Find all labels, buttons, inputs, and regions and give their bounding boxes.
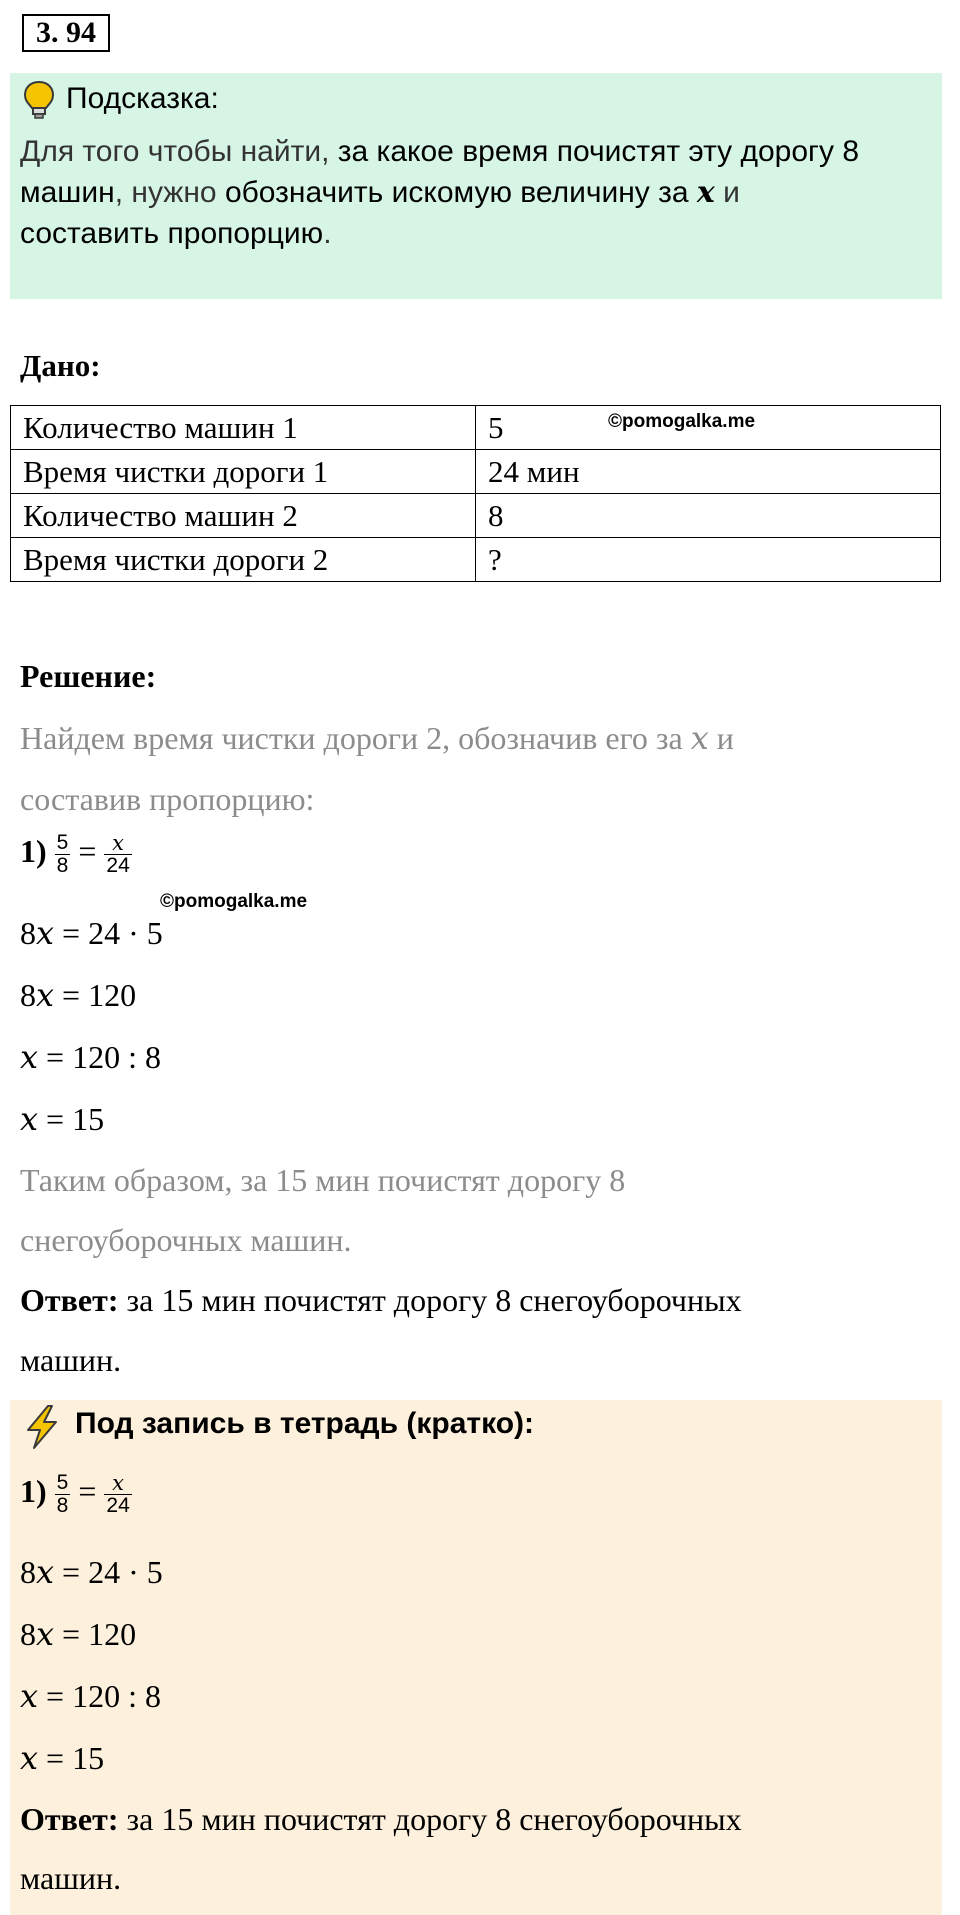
numerator: x (104, 1472, 131, 1495)
eq-text: = 15 (38, 1101, 105, 1137)
answer-line-2: машин. (20, 1342, 122, 1378)
solution-intro-2: составив пропорцию: (20, 781, 315, 817)
eq-text: 8 (20, 915, 36, 951)
variable-x: x (20, 1739, 39, 1777)
denominator: 8 (56, 854, 69, 878)
equals-sign: = (78, 1472, 97, 1509)
step-label: 1) (20, 1472, 47, 1509)
lightbulb-icon (22, 80, 56, 120)
hint-title: Подсказка: (66, 82, 219, 115)
variable-x: x (36, 1553, 55, 1591)
fraction-left (55, 832, 71, 877)
table-cell-value: 24 мин (476, 450, 941, 494)
numerator: 5 (56, 831, 69, 854)
variable-x: x (696, 175, 715, 210)
given-table (10, 405, 941, 582)
table-row (11, 494, 941, 538)
numerator: 5 (56, 1471, 69, 1494)
eq-text: = 120 (54, 1616, 137, 1652)
hint-emphasis: обозначить искомую величину за (224, 176, 697, 209)
notebook-title: Под запись в тетрадь (кратко): (75, 1407, 535, 1440)
variable-x: x (20, 1038, 39, 1076)
eq-text: 8 (20, 977, 36, 1013)
equation-3 (20, 1038, 161, 1076)
eq-text: = 15 (38, 1740, 105, 1776)
table-cell-value: 8 (476, 494, 941, 538)
eq-text: = 24 · 5 (54, 1554, 163, 1590)
table-cell-value: ? (476, 538, 941, 582)
equation-1 (20, 914, 163, 952)
fraction-left (55, 1472, 71, 1517)
answer-label: Ответ: (20, 1282, 119, 1318)
intro-text: и (708, 720, 734, 756)
variable-x: x (20, 1100, 39, 1138)
table-cell-label: Время чистки дороги 1 (11, 450, 476, 494)
answer-text: за 15 мин почистят дорогу 8 снегоуборочных (118, 1282, 742, 1318)
denominator: 24 (106, 1494, 130, 1518)
watermark: ©pomogalka.me (608, 411, 756, 432)
eq-text: = 120 : 8 (38, 1039, 161, 1075)
equation-1 (20, 1553, 163, 1591)
task-number: 3. 94 (22, 14, 110, 52)
variable-x: x (36, 914, 55, 952)
eq-text: 8 (20, 1616, 36, 1652)
table-row (11, 450, 941, 494)
hint-emphasis: машин (20, 176, 115, 209)
table-row (11, 538, 941, 582)
hint-text: Для того чтобы найти, (20, 135, 338, 168)
table-cell-label: Время чистки дороги 2 (11, 538, 476, 582)
intro-text: Найдем время чистки дороги 2, обозначив его за (20, 720, 691, 756)
answer-line-2: машин. (20, 1860, 122, 1896)
eq-text: = 120 : 8 (38, 1678, 161, 1714)
solution-intro-1 (20, 719, 734, 757)
equals-sign: = (78, 832, 97, 869)
watermark: ©pomogalka.me (160, 891, 308, 912)
proportion-line (20, 832, 132, 877)
eq-text: 8 (20, 1554, 36, 1590)
table-row (11, 406, 941, 450)
fraction-right (104, 1472, 131, 1517)
numerator: x (104, 832, 131, 855)
conclusion-2: снегоуборочных машин. (20, 1222, 352, 1258)
hint-line-3 (20, 214, 332, 254)
table-cell-label: Количество машин 1 (11, 406, 476, 450)
conclusion-1: Таким образом, за 15 мин почистят дорогу 8 (20, 1162, 626, 1198)
equation-2 (20, 976, 136, 1014)
equation-2 (20, 1615, 136, 1653)
hint-emphasis: за какое время почистят эту дорогу 8 (337, 135, 860, 168)
eq-text: = 120 (54, 977, 137, 1013)
variable-x: x (20, 1677, 39, 1715)
answer-text: за 15 мин почистят дорогу 8 снегоуборочных (118, 1801, 742, 1837)
hint-emphasis: составить пропорцию (20, 217, 324, 250)
hint-text: и (714, 176, 740, 209)
equation-4 (20, 1100, 104, 1138)
variable-x: x (690, 719, 709, 757)
solution-heading: Решение: (20, 658, 157, 694)
given-heading: Дано: (20, 348, 101, 383)
hint-text: , нужно (114, 176, 225, 209)
answer-line-1 (20, 1282, 742, 1319)
fraction-right (104, 832, 131, 877)
variable-x: x (36, 1615, 55, 1653)
table-cell-value: 5 (476, 406, 941, 450)
lightning-icon (20, 1404, 64, 1450)
proportion-line (20, 1472, 132, 1517)
equation-3 (20, 1677, 161, 1715)
table-cell-label: Количество машин 2 (11, 494, 476, 538)
answer-label: Ответ: (20, 1801, 119, 1837)
answer-line-1 (20, 1801, 742, 1838)
hint-line-2 (20, 173, 740, 213)
step-label: 1) (20, 832, 47, 869)
eq-text: = 24 · 5 (54, 915, 163, 951)
denominator: 8 (56, 1494, 69, 1518)
hint-text: . (323, 217, 332, 250)
variable-x: x (36, 976, 55, 1014)
hint-line-1 (20, 132, 859, 172)
denominator: 24 (106, 854, 130, 878)
equation-4 (20, 1739, 104, 1777)
